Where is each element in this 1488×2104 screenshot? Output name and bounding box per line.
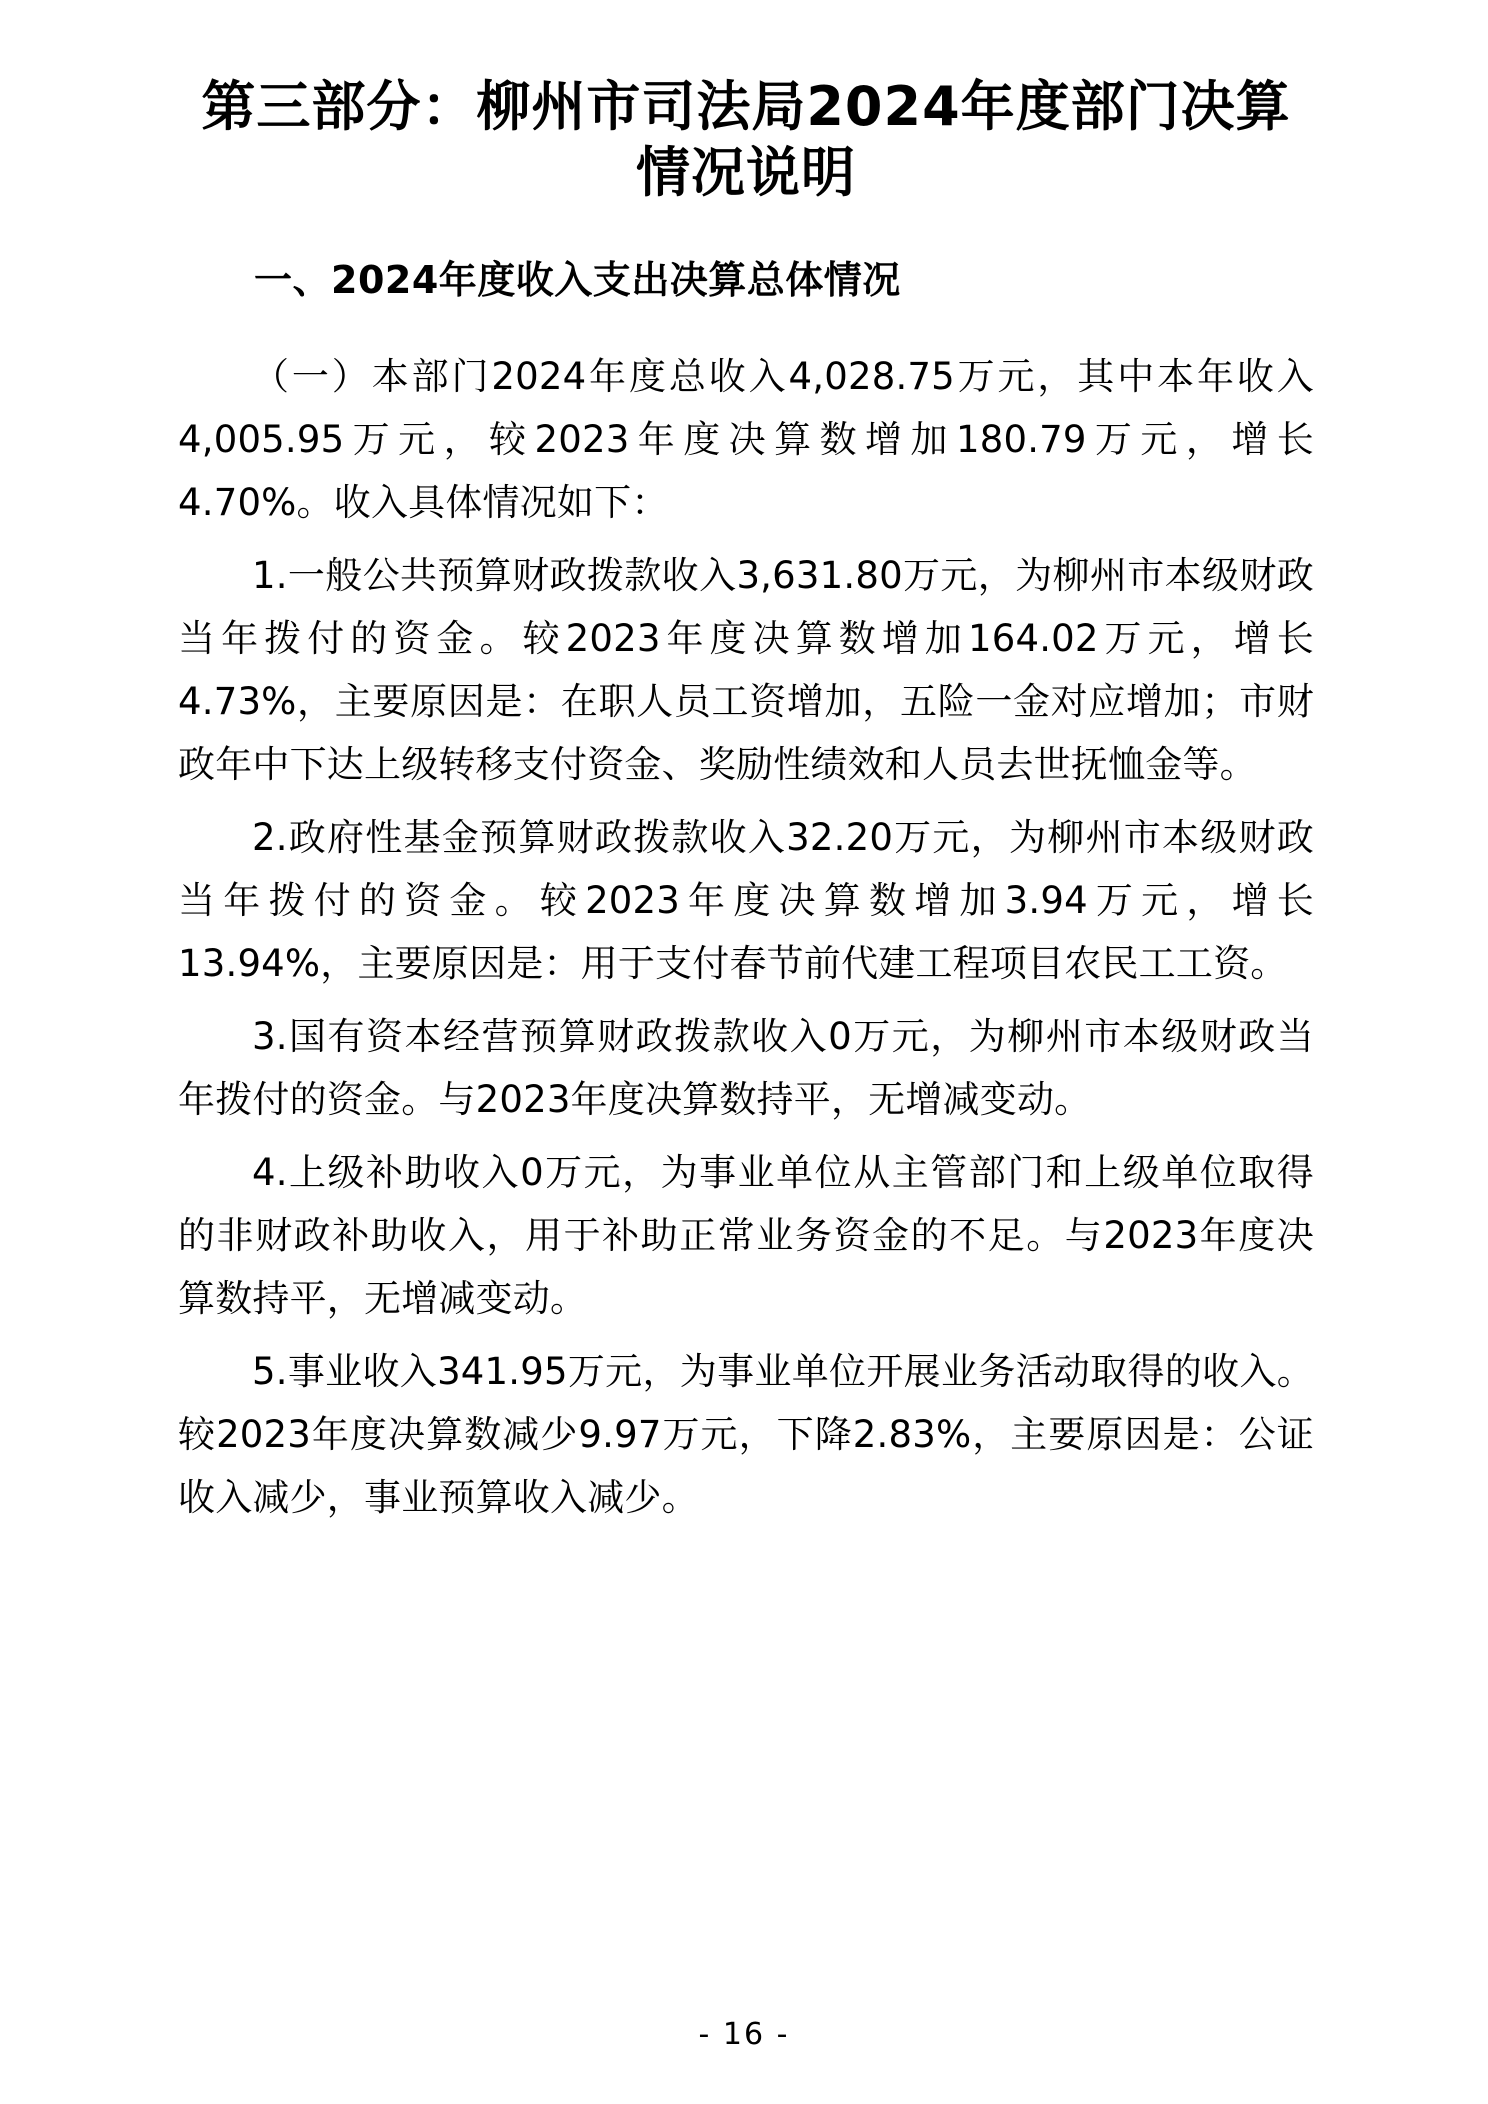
page-number: - 16 -	[698, 2017, 790, 2052]
paragraph: 2.政府性基金预算财政拨款收入32.20万元，为柳州市本级财政当年拨付的资金。较2023年度决算数增加3.94万元，增长13.94%，主要原因是：用于支付春节前代建工程项目农民工工资。	[178, 815, 1314, 985]
paragraph: （一）本部门2024年度总收入4,028.75万元，其中本年收入4,005.95万元，较2023年度决算数增加180.79万元，增长4.70%。收入具体情况如下：	[178, 354, 1314, 524]
paragraph: 4.上级补助收入0万元，为事业单位从主管部门和上级单位取得的非财政补助收入，用于补助正常业务资金的不足。与2023年度决算数持平，无增减变动。	[178, 1150, 1314, 1320]
section-heading: 一、2024年度收入支出决算总体情况	[254, 257, 901, 302]
document-body	[178, 74, 1314, 1529]
paragraph: 3.国有资本经营预算财政拨款收入0万元，为柳州市本级财政当年拨付的资金。与2023年度决算数持平，无增减变动。	[178, 1014, 1314, 1121]
page-title: 第三部分：柳州市司法局2024年度部门决算情况说明	[201, 75, 1291, 204]
paragraph: 5.事业收入341.95万元，为事业单位开展业务活动取得的收入。较2023年度决算数减少9.97万元，下降2.83%，主要原因是：公证收入减少，事业预算收入减少。	[178, 1349, 1314, 1519]
paragraph: 1.一般公共预算财政拨款收入3,631.80万元，为柳州市本级财政当年拨付的资金。较2023年度决算数增加164.02万元，增长4.73%，主要原因是：在职人员工资增加，五险一金对应增加；市财政年中下达上级转移支付资金、奖励性绩效和人员去世抚恤金等。	[178, 553, 1314, 786]
